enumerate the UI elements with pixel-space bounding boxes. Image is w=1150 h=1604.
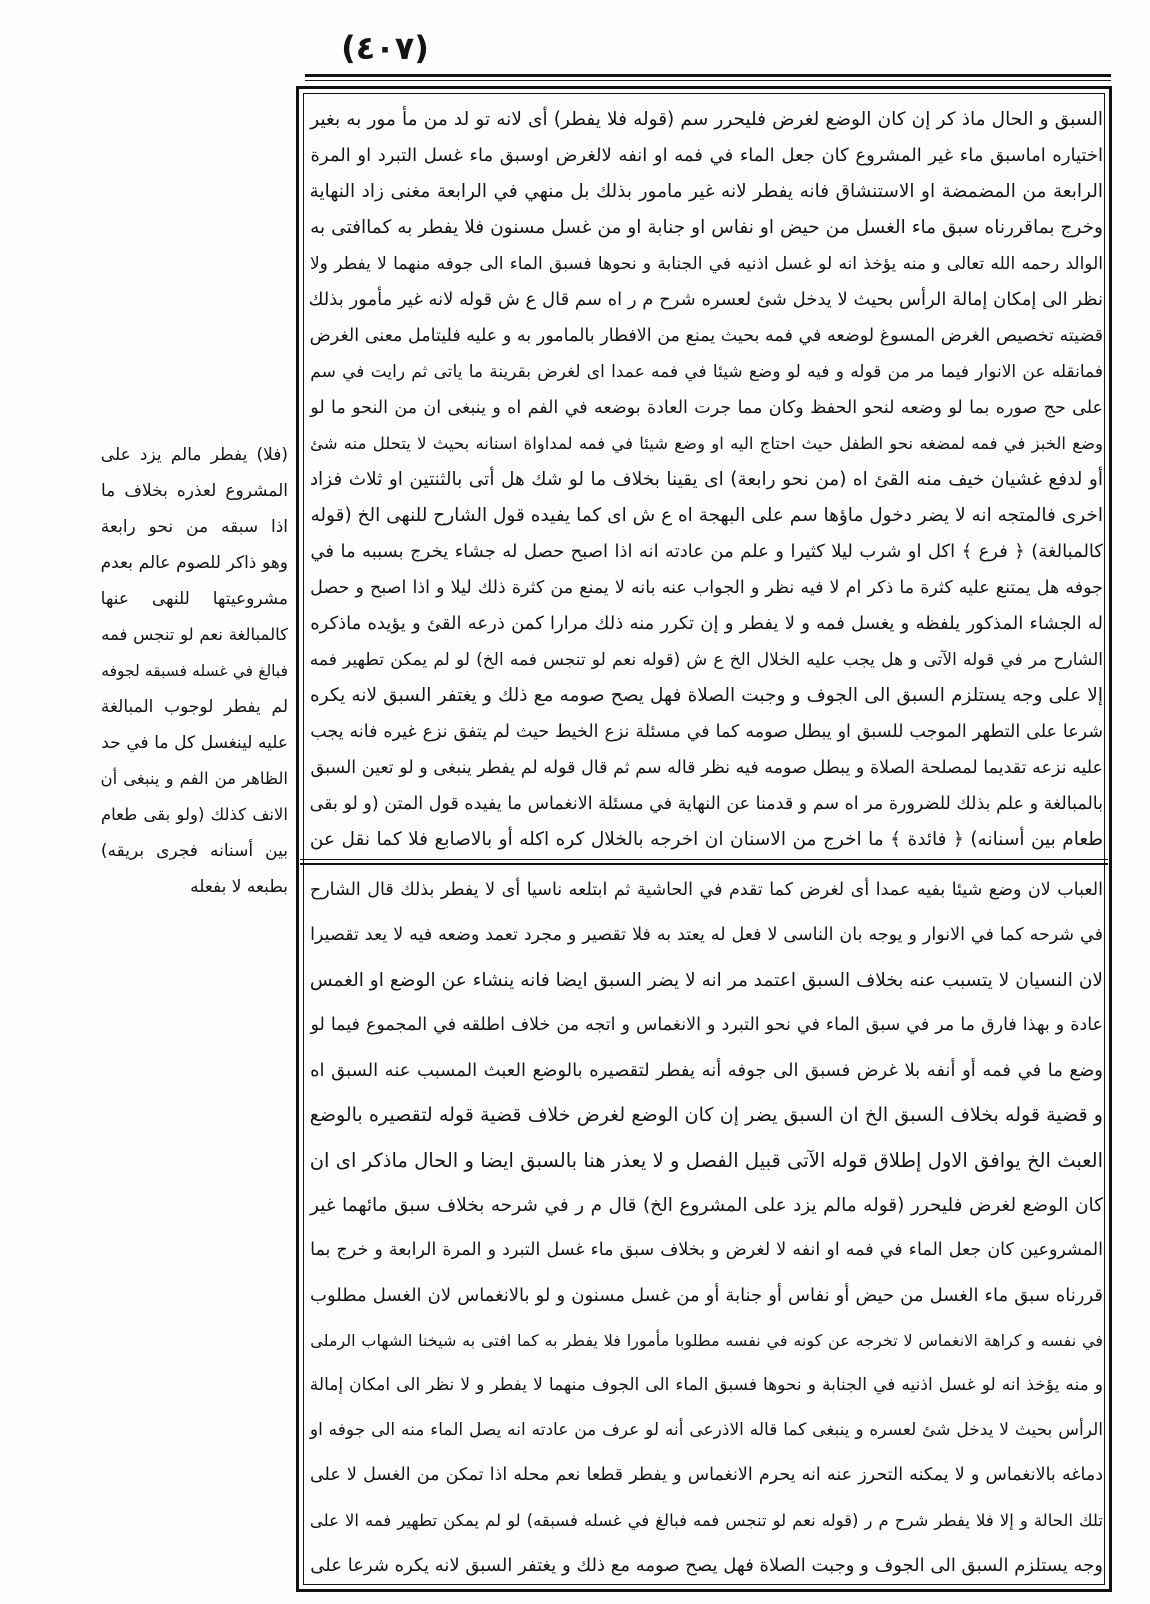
line-text: و منه يؤخذ انه لو غسل اذنيه في الجنابة و نحوها فسبق الماء الى الجوف منهما لا يفطر و لا نظر الى امكان إمالة [309,1375,1103,1395]
text-line [309,868,1103,913]
text-line [309,462,1103,498]
line-text: نظر الى إمكان إمالة الرأس بحيث لا يدخل شئ لعسره شرح م ر اه سم قال ع ش قوله لانه غير مأمور بذلك [309,289,1103,310]
line-text: (فلا) يفطر مالم يزد على [100,445,288,465]
text-line [309,606,1103,642]
line-text: وضع ما في فمه أو أنفه بلا غرض فسبق الى جوفه أنه يفطر لتقصيره بالوضع العبث المسبب عنه السبق اه [310,1060,1103,1081]
margin-line [100,545,288,581]
margin-line [100,761,288,797]
text-line [309,642,1103,678]
text-line [309,102,1103,138]
text-line [309,1363,1103,1408]
text-line [309,210,1103,246]
line-text: وخرج بماقررناه سبق ماء الغسل من حيض او نفاس او جنابة او من غسل مسنون فلا يفطر به كماافتى به [310,217,1103,238]
text-line [309,138,1103,174]
line-text: المشروع لعذره بخلاف ما [100,481,288,501]
line-text: على حج صوره بما لو وضعه لنحو الحفظ وكان مما جرت العادة بوضعه في الفم اه و ينبغى ان من النحو ما لو [310,398,1103,418]
text-line [309,1498,1103,1543]
text-line [309,246,1103,282]
header-rule [305,74,1111,77]
line-text: الظاهر من الفم و ينبغى أن [100,769,288,788]
line-text: عليه نزعه تقديما لمصلحة الصلاة و يبطل صومه فيه نظر قاله سم ثم قال قوله لم يفطر ينبغى و لو تعين السبق [310,758,1103,778]
text-line [309,714,1103,750]
line-text: شرعا على التطهر الموجب للسبق او يبطل صومه كما في مسئلة نزع الخيط حيث لم يتفق نزع غيره فانه يجب [310,722,1103,742]
line-text: طعام بين أسنانه) ﴿ فائدة ﴾ ما اخرج من الاسنان ان اخرجه بالخلال كره اكله أو بالاصابع فلا كما نقل عن [309,829,1103,850]
line-text: عادة و بهذا فارق ما مر في سبق الماء في نحو التبرد و الانغماس و اتجه من خلاف اطلقه في المجموع فيما لو [310,1015,1103,1035]
margin-line [100,797,288,833]
text-line [309,1138,1103,1183]
text-line [309,426,1103,462]
margin-line [100,617,288,653]
line-text: تلك الحالة و إلا فلا يفطر شرح م ر (قوله نعم لو تنجس فمه فبالغ في غسله فسبقه) لو لم يمكن تطهير فمه الا على [309,1511,1103,1530]
line-text: السبق و الحال ماذ كر إن كان الوضع لغرض فليحرر سم (قوله فلا يفطر) أى لانه تو لد من مأ مور به بغير [310,109,1103,130]
margin-line [100,725,288,761]
line-text: عليه لينغسل كل ما في حد [101,733,288,753]
line-text: الوالد رحمه الله تعالى و منه يؤخذ انه لو غسل اذنيه في الجنابة و نحوها فسبق الماء الى جوفه منهما لا يفطر ولا [309,254,1103,274]
line-text: له الجشاء المذكور يلفظه و يغسل فمه و لا يفطر و إن تكرر منه ذلك مرارا كمن ذرعه القئ و يؤيده ماذكره [310,613,1103,634]
margin-matn-text [100,437,288,905]
line-text: اختياره اماسبق ماء غير المشروع كان جعل الماء في فمه او انفه لالغرض اوسبق ماء غسل التبرد او المرة [310,145,1103,166]
text-line [309,570,1103,606]
text-line [309,750,1103,786]
line-text: فمانقله عن الانوار فيما مر من قوله و فيه لو وضع شيئا في فمه عمدا اى لغرض بقرينة ما ياتى ثم رايت في سم [310,362,1103,382]
line-text: كالمبالغة نعم لو تنجس فمه [101,625,288,644]
page-number: (٤٠٧) [341,29,429,67]
margin-line [100,509,288,545]
line-text: في شرحه كما في الانوار و يوجه بان الناسى لا فعل له يعتد به فلا تقصير و مجرد تعمد وضعه فيه لا يعد تقصيرا [310,925,1103,945]
section-divider [300,859,1108,860]
line-text: اخرى فالمتجه انه لا يضر دخول ماؤها سم على البهجة اه ع ش اى كما يفيده قول الشارح للنهى الخ (قوله [310,505,1103,526]
text-line [309,822,1103,858]
line-text: قررناه سبق ماء الغسل من حيض أو نفاس أو جنابة أو من غسل مسنون و لو بالانغماس لان الغسل مطلوب [310,1285,1103,1306]
text-line [309,390,1103,426]
line-text: اذا سبقه من نحو رابعة [100,517,288,537]
line-text: كالمبالغة) ﴿ فرع ﴾ اكل او شرب ليلا كثيرا و علم من عادته انه اذا اصبح حصل له جشاء يخرج بسببه ما في [310,541,1103,562]
line-text: و قضية قوله بخلاف السبق الخ ان السبق يضر إن كان الوضع لغرض خلاف قضية قوله لتقصيره بالوضع [309,1104,1103,1126]
text-line [309,1408,1103,1453]
header-rule-thin [305,80,1111,81]
text-line [309,1093,1103,1138]
margin-line [100,581,288,617]
text-line [309,913,1103,958]
line-text: العبث الخ يوافق الاول إطلاق قوله الآتى قبيل الفصل و لا يعذر هنا بالسبق ايضا و الحال ماذكر اى ان [309,1149,1103,1172]
text-line [309,1273,1103,1318]
text-line [309,174,1103,210]
line-text: وجه يستلزم السبق الى الجوف و وجبت الصلاة فهل يصح صومه مع ذلك و يغتفر السبق لانه يكره شرعا على [310,1555,1103,1576]
margin-line [100,437,288,473]
line-text: بطبعه لا بفعله [190,877,288,897]
line-text: الرأس بحيث لا يدخل شئ لعسره و ينبغى كما قاله الاذرعى أنه لو عرف من عادته انه يصل الماء منه الى جوفه او [309,1420,1103,1440]
margin-line [100,653,288,689]
line-text: الانف كذلك (ولو بقى طعام [100,805,288,824]
text-line [309,354,1103,390]
line-text: لان النسيان لا يتسبب عنه بخلاف السبق اعتمد مر انه لا يضر السبق ايضا فانه ينشاء عن الوضع او الغمس [309,970,1103,991]
line-text: في نفسه و كراهة الانغماس لا تخرجه عن كونه في نفسه مطلوبا مأمورا فلا يفطر به كما افتى به شيخنا الشهاب الرملى [310,1331,1103,1350]
margin-line [100,869,288,905]
margin-line [100,833,288,869]
text-line [309,1453,1103,1498]
line-text: كان الوضع لغرض فليحرر (قوله مالم يزد على المشروع الخ) قال م ر في شرحه بخلاف سبق مائهما غير [310,1195,1103,1216]
text-line [309,1048,1103,1093]
line-text: بين أسنانه فجرى بريقه) [100,841,288,861]
upper-commentary [309,102,1103,858]
line-text: جوفه هل يمتنع عليه كثرة ما ذكر ام لا فيه نظر و الجواب عنه بانه لا يمنع من كثرة ذلك ليلا و اذا اصبح و حصل [310,578,1103,598]
line-text: دماغه بالانغماس و لا يمكنه التحرز عنه انه يحرم الانغماس و يفطر قطعا نعم محله اذا تمكن من الغسل لا على [309,1465,1103,1485]
text-line [309,1543,1103,1588]
line-text: قضيته تخصيص الغرض المسوغ لوضعه في فمه بحيث يمنع من الافطار بالمامور به و عليه فليتامل معنى الغرض [309,326,1103,346]
line-text: العباب لان وضع شيئا بفيه عمدا أى لغرض كما تقدم في الحاشية ثم ابتلعه ناسيا أى لا يفطر بذلك قال الشارح [309,880,1103,900]
line-text: بالمبالغة و علم بذلك للضرورة مر اه سم و قدمنا عن النهاية في مسئلة الانغماس ما يفيده قول المتن (و لو بقى [309,794,1103,814]
margin-line [100,473,288,509]
line-text: وضع الخبز في فمه لمضغه نحو الطفل حيث احتاج اليه او وضع شيئا في فمه لمداواة اسنانه بحيث لا يتحلل منه شئ [309,434,1103,453]
line-text: فبالغ في غسله فسبقه لجوفه [101,662,288,680]
text-line [309,534,1103,570]
text-line [309,282,1103,318]
text-line [309,1228,1103,1273]
line-text: مشروعيتها للنهى عنها [100,589,288,609]
margin-line [100,689,288,725]
line-text: أو لدفع غشيان خيف منه القئ اه (من نحو رابعة) اى يقينا بخلاف ما لو شك هل أتى بالثنتين او ثلاث فزاد [309,469,1103,490]
line-text: إلا على وجه يستلزم السبق الى الجوف و وجبت الصلاة فهل يصح صومه مع ذلك و يغتفر السبق لانه يكره [309,685,1103,706]
text-line [309,1318,1103,1363]
text-line [309,786,1103,822]
line-text: الرابعة من المضمضة او الاستنشاق فانه يفطر لانه غير مامور بذلك بل منهي في الرابعة مغنى زاد النهاية [309,181,1103,202]
line-text: الشارح مر في قوله الآتى و هل يجب عليه الخلال الخ ع ش (قوله نعم لو تنجس فمه الخ) لو لم يمكن تطهير فمه [309,650,1103,670]
line-text: لم يفطر لوجوب المبالغة [100,697,288,717]
text-line [309,498,1103,534]
section-divider-thick [300,863,1108,865]
text-line [309,1003,1103,1048]
text-line [309,1183,1103,1228]
line-text: المشروعين كان جعل الماء في فمه او انفه لا لغرض و بخلاف سبق ماء غسل التبرد و المرة الرابعة و خرج بما [310,1240,1103,1260]
text-line [309,318,1103,354]
line-text: وهو ذاكر للصوم عالم بعدم [100,553,288,573]
text-line [309,958,1103,1003]
text-line [309,678,1103,714]
lower-commentary [309,868,1103,1588]
